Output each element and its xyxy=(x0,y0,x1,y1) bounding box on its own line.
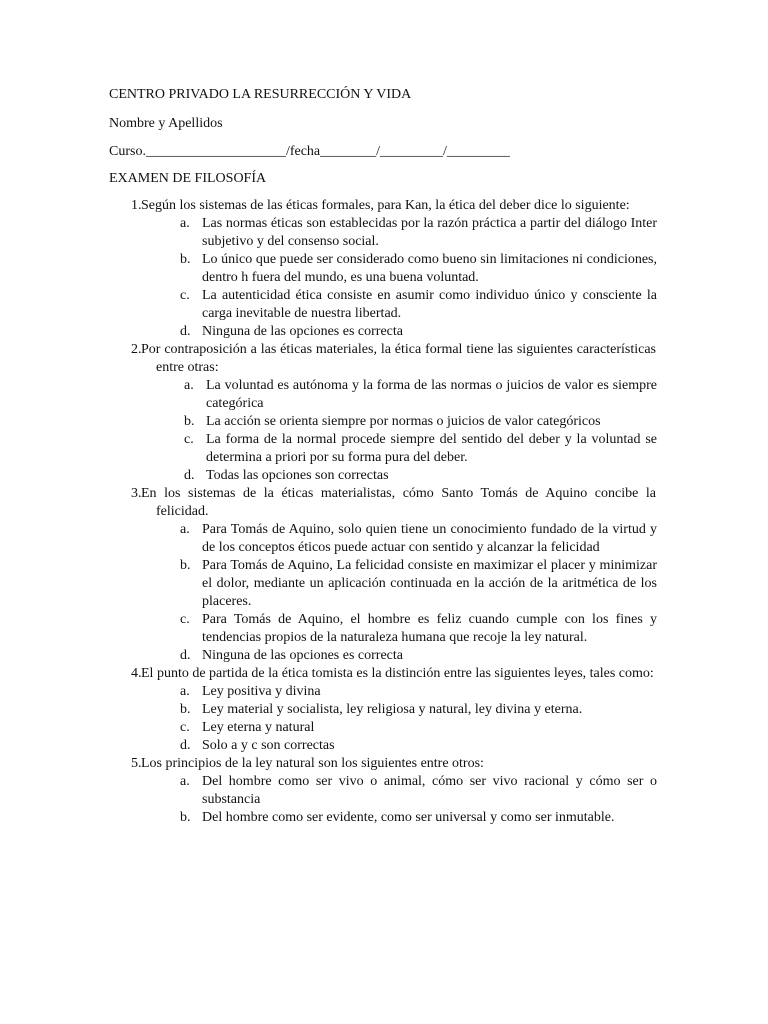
option-letter: d. xyxy=(180,324,191,339)
option-text: Para Tomás de Aquino, solo quien tiene un conocimiento fundado de la virtud y de los conceptos éticos puede actuar con sentido y alcanzar la felicidad xyxy=(202,522,657,555)
option-text: La acción se orienta siempre por normas o juicios de valor categóricos xyxy=(206,414,601,429)
question-number: 5. xyxy=(131,756,142,771)
option-letter: b. xyxy=(184,414,195,429)
option-text: Para Tomás de Aquino, el hombre es feliz cuando cumple con los fines y tendencias propios de la naturaleza humana que recoje la ley natural. xyxy=(202,612,657,645)
option-list xyxy=(0,521,768,665)
option-list xyxy=(0,773,768,827)
option-text: Ninguna de las opciones es correcta xyxy=(202,648,403,663)
option-text: Para Tomás de Aquino, La felicidad consiste en maximizar el placer y minimizar el dolor, mediante un aplicación continuada en la acción de la aritmética de los placeres. xyxy=(202,558,657,609)
option-letter: c. xyxy=(180,720,190,735)
question-text: El punto de partida de la ética tomista es la distinción entre las siguientes leyes, tales como: xyxy=(141,666,654,681)
question-item xyxy=(0,197,768,341)
name-label: Nombre y Apellidos xyxy=(109,116,223,131)
question-number: 3. xyxy=(131,486,142,501)
option-letter: c. xyxy=(184,432,194,447)
option-text: La autenticidad ética consiste en asumir como individuo único y consciente la carga inevitable de nuestra libertad. xyxy=(202,288,657,321)
answer-option[interactable] xyxy=(0,683,768,701)
option-list xyxy=(0,377,768,485)
option-text: Lo único que puede ser considerado como bueno sin limitaciones ni condiciones, dentro h fuera del mundo, es una buena voluntad. xyxy=(202,252,657,285)
answer-option[interactable] xyxy=(0,431,768,467)
school-name: CENTRO PRIVADO LA RESURRECCIÓN Y VIDA xyxy=(109,87,412,102)
question-number: 1. xyxy=(131,198,142,213)
option-text: Todas las opciones son correctas xyxy=(206,468,389,483)
question-number: 2. xyxy=(131,342,142,357)
question-item xyxy=(0,341,768,485)
option-text: Del hombre como ser vivo o animal, cómo ser vivo racional y cómo ser o substancia xyxy=(202,774,657,807)
option-text: La voluntad es autónoma y la forma de las normas o juicios de valor es siempre categórica xyxy=(206,378,657,411)
answer-option[interactable] xyxy=(0,737,768,755)
answer-option[interactable] xyxy=(0,413,768,431)
answer-option[interactable] xyxy=(0,557,768,611)
option-text: Ley eterna y natural xyxy=(202,720,315,735)
question-text: En los sistemas de la éticas materialistas, cómo Santo Tomás de Aquino concibe la felicidad. xyxy=(141,486,656,519)
option-text: Las normas éticas son establecidas por la razón práctica a partir del diálogo Inter subjetivo y del consenso social. xyxy=(202,216,657,249)
option-letter: b. xyxy=(180,810,191,825)
answer-option[interactable] xyxy=(0,773,768,809)
option-letter: a. xyxy=(180,774,190,789)
option-letter: d. xyxy=(184,468,195,483)
question-text: Por contraposición a las éticas materiales, la ética formal tiene las siguientes características entre otras: xyxy=(141,342,656,375)
option-letter: c. xyxy=(180,612,190,627)
answer-option[interactable] xyxy=(0,521,768,557)
answer-option[interactable] xyxy=(0,251,768,287)
question-item xyxy=(0,665,768,755)
option-letter: b. xyxy=(180,252,191,267)
question-item xyxy=(0,755,768,827)
option-text: Ninguna de las opciones es correcta xyxy=(202,324,403,339)
option-letter: c. xyxy=(180,288,190,303)
answer-option[interactable] xyxy=(0,323,768,341)
option-letter: d. xyxy=(180,738,191,753)
question-list xyxy=(0,197,768,827)
option-letter: a. xyxy=(180,522,190,537)
answer-option[interactable] xyxy=(0,467,768,485)
option-text: Ley positiva y divina xyxy=(202,684,321,699)
answer-option[interactable] xyxy=(0,809,768,827)
course-date-line: Curso.____________________/fecha________/_________/_________ xyxy=(109,144,510,159)
option-letter: b. xyxy=(180,702,191,717)
option-text: Ley material y socialista, ley religiosa y natural, ley divina y eterna. xyxy=(202,702,583,717)
answer-option[interactable] xyxy=(0,287,768,323)
option-text: Del hombre como ser evidente, como ser universal y como ser inmutable. xyxy=(202,810,615,825)
question-number: 4. xyxy=(131,666,142,681)
exam-title: EXAMEN DE FILOSOFÍA xyxy=(109,171,267,186)
option-letter: b. xyxy=(180,558,191,573)
question-text: Los principios de la ley natural son los siguientes entre otros: xyxy=(141,756,484,771)
answer-option[interactable] xyxy=(0,701,768,719)
option-text: Solo a y c son correctas xyxy=(202,738,335,753)
answer-option[interactable] xyxy=(0,215,768,251)
option-list xyxy=(0,215,768,341)
option-letter: a. xyxy=(180,216,190,231)
option-list xyxy=(0,683,768,755)
option-letter: a. xyxy=(184,378,194,393)
option-text: La forma de la normal procede siempre del sentido del deber y la voluntad se determina a priori por su forma pura del deber. xyxy=(206,432,657,465)
answer-option[interactable] xyxy=(0,647,768,665)
option-letter: a. xyxy=(180,684,190,699)
answer-option[interactable] xyxy=(0,611,768,647)
question-text: Según los sistemas de las éticas formales, para Kan, la ética del deber dice lo siguiente: xyxy=(141,198,630,213)
question-item xyxy=(0,485,768,665)
answer-option[interactable] xyxy=(0,377,768,413)
answer-option[interactable] xyxy=(0,719,768,737)
option-letter: d. xyxy=(180,648,191,663)
